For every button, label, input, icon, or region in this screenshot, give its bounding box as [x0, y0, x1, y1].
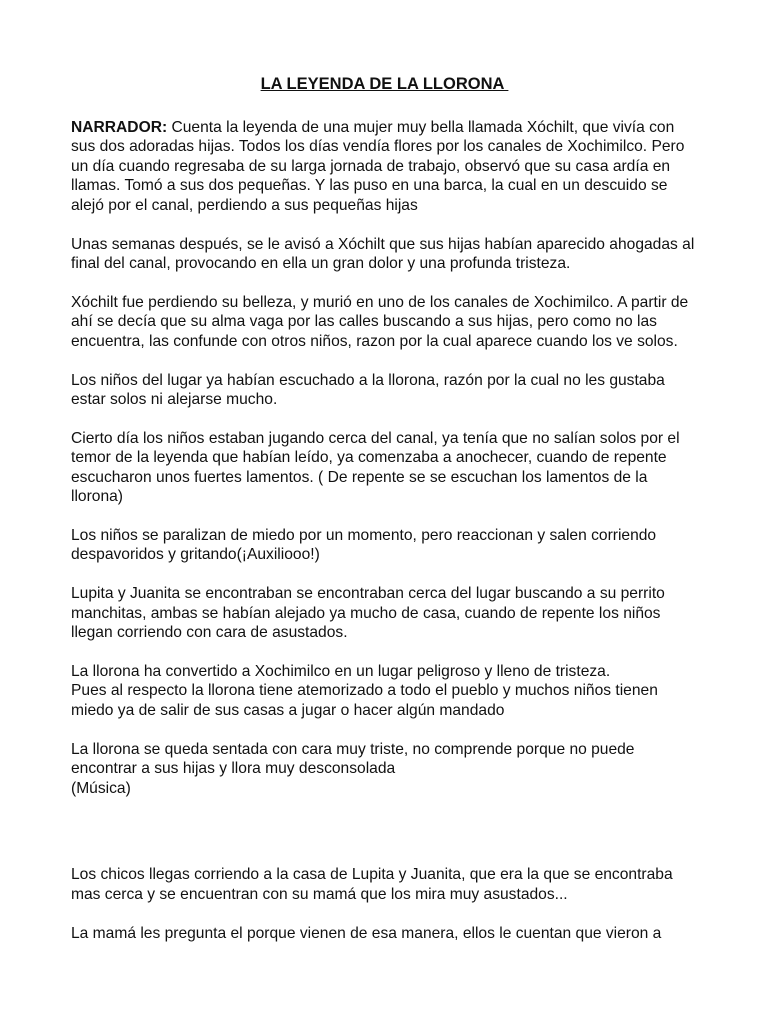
paragraph: La llorona se queda sentada con cara muy triste, no comprende porque no puede encontrar a sus hijas y llora muy desconsolada (Música) — [71, 740, 635, 797]
paragraph-text: Cuenta la leyenda de una mujer muy bella llamada Xóchilt, que vivía con sus dos adoradas hijas. Todos los días vendía flores por los canales de Xochimilco. Pero un día cuando regresaba de su larga jornada de trabajo, observó que su casa ardía en llamas. Tomó a sus dos pequeñas. Y las puso en una barca, la cual en un descuido se alejó por el canal, perdiendo a sus pequeñas hijas — [71, 119, 685, 214]
paragraph: Unas semanas después, se le avisó a Xóchilt que sus hijas habían aparecido ahogadas al final del canal, provocando en ella un gran dolor y una profunda tristeza. — [71, 235, 695, 272]
speaker-label: NARRADOR: — [71, 119, 168, 136]
paragraph: Lupita y Juanita se encontraban se encontraban cerca del lugar buscando a su perrito manchitas, ambas se habían alejado ya mucho de casa, cuando de repente los niños llegan corriendo con cara de asustados. — [71, 585, 665, 642]
paragraph-narrator — [71, 118, 698, 215]
paragraph: Los niños del lugar ya habían escuchado a la llorona, razón por la cual no les gustaba estar solos ni alejarse mucho. — [71, 371, 665, 408]
blank-space — [71, 817, 698, 865]
document-title: LA LEYENDA DE LA LLORONA — [260, 75, 509, 93]
paragraph: Los niños se paralizan de miedo por un momento, pero reaccionan y salen corriendo despavoridos y gritando(¡Auxiliooo!) — [71, 527, 657, 564]
paragraph: Xóchilt fue perdiendo su belleza, y murió en uno de los canales de Xochimilco. A partir de ahí se decía que su alma vaga por las calles buscando a sus hijas, pero como no las encuentra, las confunde con otros niños, razon por la cual aparece cuando los ve solos. — [71, 293, 689, 350]
paragraph: La mamá les pregunta el porque vienen de esa manera, ellos le cuentan que vieron a — [71, 924, 662, 942]
paragraph: La llorona ha convertido a Xochimilco en un lugar peligroso y lleno de tristeza. Pues al respecto la llorona tiene atemorizado a todo el pueblo y muchos niños tienen miedo ya de salir de sus casas a jugar o hacer algún mandado — [71, 663, 658, 719]
paragraph: Cierto día los niños estaban jugando cerca del canal, ya tenía que no salían solos por el temor de la leyenda que habían leído, ya comenzaba a anochecer, cuando de repente escucharon unos fuertes lamentos. ( De repente se se escuchan los lamentos de la llorona) — [71, 429, 680, 506]
paragraph: Los chicos llegas corriendo a la casa de Lupita y Juanita, que era la que se encontraba mas cerca y se encuentran con su mamá que los mira muy asustados... — [71, 866, 673, 903]
